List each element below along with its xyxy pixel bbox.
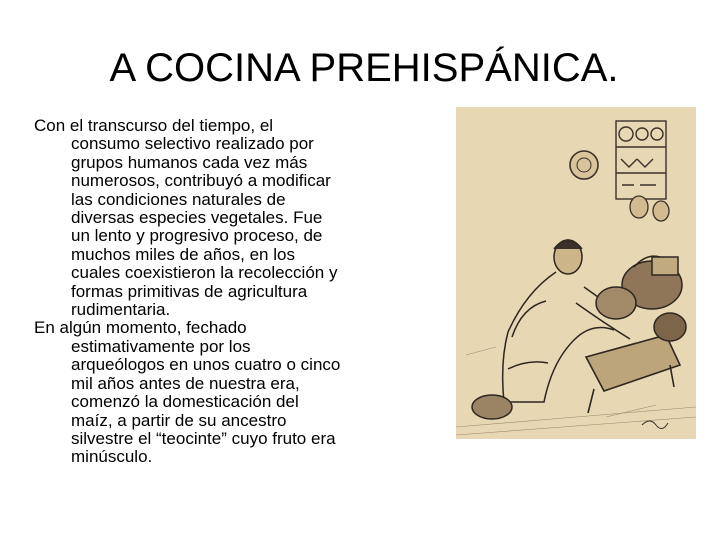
- kitchen-illustration: [456, 107, 696, 439]
- paragraph-1: Con el transcurso del tiempo, el consumo selectivo realizado por grupos humanos cada vez más numerosos, contribuyó a modificar las condiciones naturales de diversas especies vegetales. Fue un lento y progresivo proceso, de muchos miles de años, en los cuales coexistieron la recolección y formas primitivas de agricultura rudimentaria.: [34, 116, 338, 320]
- hanging-plate: [570, 151, 598, 179]
- sketch-drawing: [456, 107, 696, 439]
- slide-title: A COCINA PREHISPÁNICA.: [109, 46, 619, 90]
- body-text: [34, 117, 342, 467]
- paragraph-2: En algún momento, fechado estimativamente por los arqueólogos en unos cuatro o cinco mil años antes de nuestra era, comenzó la domesticación del maíz, a partir de su ancestro silvestre el “teocinte” cuyo fruto era minúsculo.: [34, 318, 341, 467]
